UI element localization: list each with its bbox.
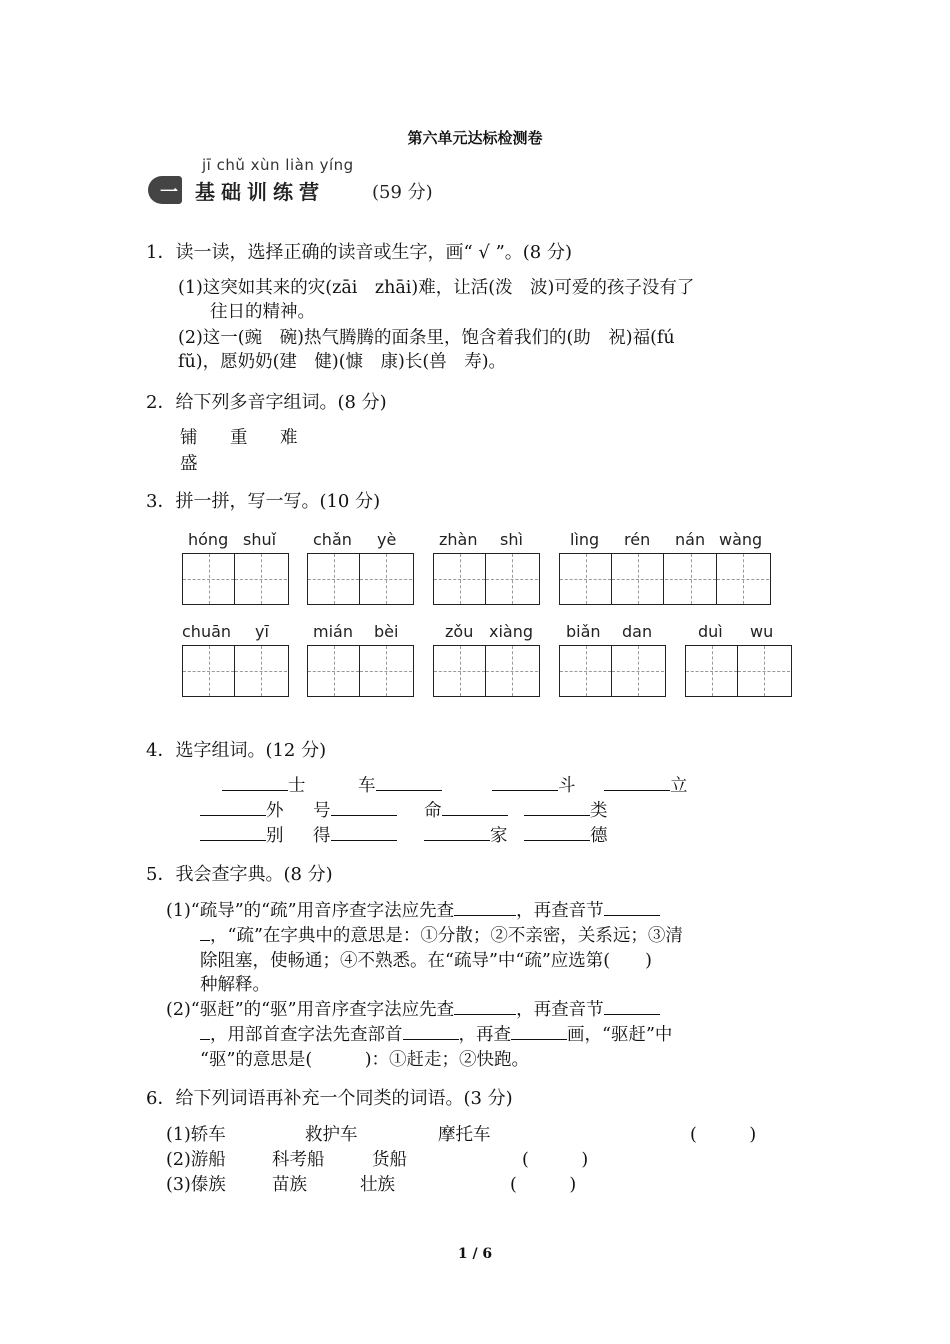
answer-blank[interactable] <box>454 998 516 1015</box>
q6-word: (2)游船 <box>166 1150 226 1170</box>
pinyin-label: shì <box>500 530 523 549</box>
q1-line: 往日的精神。 <box>210 302 315 322</box>
q5-line: (2)“驱赶”的“驱”用音序查字法应先查 ，再查音节 <box>166 996 660 1021</box>
answer-blank[interactable] <box>424 824 490 841</box>
answer-blank[interactable] <box>331 799 397 816</box>
answer-paren[interactable]: ( ) <box>690 1125 757 1145</box>
section-title: 基础训练营 <box>195 180 325 204</box>
pinyin-label: wàng <box>719 530 763 549</box>
pinyin-label: shuǐ <box>243 530 277 549</box>
q1-stem: 1．读一读，选择正确的读音或生字，画“ √ ”。(8 分) <box>146 242 572 263</box>
writing-grid[interactable] <box>307 553 414 605</box>
section-pinyin: jī chǔ xùn liàn yíng <box>202 156 354 174</box>
q5-stem: 5．我会查字典。(8 分) <box>146 864 333 885</box>
answer-paren[interactable]: ( ) <box>510 1175 577 1195</box>
q4-item: 德 <box>524 822 608 847</box>
q4-item: 家 <box>424 822 508 847</box>
answer-blank[interactable] <box>454 899 516 916</box>
answer-blank[interactable] <box>403 1023 459 1040</box>
answer-blank[interactable] <box>200 1023 210 1040</box>
section-number: 一 <box>160 182 178 203</box>
pinyin-label: yè <box>377 530 397 549</box>
q6-stem: 6．给下列词语再补充一个同类的词语。(3 分) <box>146 1088 513 1109</box>
q1-line: fŭ)，愿奶奶(建 健)(慷 康)长(兽 寿)。 <box>178 352 507 372</box>
q6-word: 救护车 <box>305 1125 358 1145</box>
q3-stem: 3．拼一拼，写一写。(10 分) <box>146 491 381 512</box>
q6-word: (3)傣族 <box>166 1175 226 1195</box>
page-title: 第六单元达标检测卷 <box>407 129 543 147</box>
q4-item: 斗 <box>492 772 576 797</box>
q4-item: 类 <box>524 797 608 822</box>
pinyin-label: wu <box>750 622 774 641</box>
q4-item: 号 <box>313 797 397 822</box>
pinyin-label: chǎn <box>313 530 352 549</box>
answer-blank[interactable] <box>376 774 442 791</box>
pinyin-label: dan <box>622 622 653 641</box>
q4-stem: 4．选字组词。(12 分) <box>146 740 327 761</box>
q4-item: 别 <box>200 822 284 847</box>
q2-char: 铺 <box>180 428 198 448</box>
pinyin-label: xiàng <box>489 622 534 641</box>
q4-item: 外 <box>200 797 284 822</box>
q1-line: (1)这突如其来的灾(zāi zhāi)难，让活(泼 波)可爱的孩子没有了 <box>178 278 695 298</box>
q6-word: 摩托车 <box>438 1125 491 1145</box>
answer-blank[interactable] <box>331 824 397 841</box>
answer-blank[interactable] <box>222 774 288 791</box>
pinyin-label: biǎn <box>566 622 601 641</box>
answer-blank[interactable] <box>442 799 508 816</box>
answer-paren[interactable]: ( ) <box>522 1150 589 1170</box>
q4-item: 立 <box>604 772 688 797</box>
q6-word: 科考船 <box>272 1150 325 1170</box>
q2-stem: 2．给下列多音字组词。(8 分) <box>146 392 387 413</box>
answer-blank[interactable] <box>604 998 660 1015</box>
q6-word: (1)轿车 <box>166 1125 226 1145</box>
writing-grid[interactable] <box>182 553 289 605</box>
writing-grid[interactable] <box>182 645 289 697</box>
pinyin-label: mián <box>313 622 353 641</box>
writing-grid[interactable] <box>433 645 540 697</box>
q6-word: 货船 <box>372 1150 407 1170</box>
q2-char: 难 <box>280 428 298 448</box>
pinyin-label: rén <box>624 530 651 549</box>
q6-word: 苗族 <box>272 1175 307 1195</box>
writing-grid[interactable] <box>433 553 540 605</box>
q4-item: 得 <box>313 822 397 847</box>
q5-line: 种解释。 <box>200 975 270 995</box>
answer-blank[interactable] <box>200 799 266 816</box>
pinyin-label: zǒu <box>445 622 474 641</box>
q2-char: 盛 <box>180 454 198 474</box>
pinyin-label: bèi <box>374 622 399 641</box>
q1-line: (2)这一(豌 碗)热气腾腾的面条里，饱含着我们的(助 祝)福(fú <box>178 328 675 348</box>
answer-blank[interactable] <box>604 774 670 791</box>
q4-item: 士 <box>222 772 306 797</box>
section-score: (59 分) <box>372 182 433 203</box>
q6-word: 壮族 <box>360 1175 395 1195</box>
writing-grid[interactable] <box>559 553 771 605</box>
pinyin-label: duì <box>698 622 723 641</box>
answer-blank[interactable] <box>524 799 590 816</box>
pinyin-label: lìng <box>570 530 600 549</box>
q5-line: ，“疏”在字典中的意思是：①分散；②不亲密，关系远；③清 <box>200 922 683 947</box>
answer-blank[interactable] <box>604 899 660 916</box>
answer-blank[interactable] <box>492 774 558 791</box>
q5-line: 除阻塞，使畅通；④不熟悉。在“疏导”中“疏”应选第( ) <box>200 951 652 971</box>
pinyin-label: yī <box>255 622 269 641</box>
q4-item: 车 <box>358 772 442 797</box>
q5-line: “驱”的意思是( )：①赶走；②快跑。 <box>200 1050 530 1070</box>
answer-blank[interactable] <box>200 824 266 841</box>
pinyin-label: hóng <box>188 530 229 549</box>
q5-line: (1)“疏导”的“疏”用音序查字法应先查 ，再查音节 <box>166 897 660 922</box>
q4-item: 命 <box>424 797 508 822</box>
writing-grid[interactable] <box>307 645 414 697</box>
answer-blank[interactable] <box>511 1023 567 1040</box>
pinyin-label: chuān <box>182 622 232 641</box>
writing-grid[interactable] <box>559 645 666 697</box>
pinyin-label: zhàn <box>439 530 478 549</box>
q5-line: ，用部首查字法先查部首 ，再查 画，“驱赶”中 <box>200 1021 672 1046</box>
q2-char: 重 <box>230 428 248 448</box>
answer-blank[interactable] <box>200 924 210 941</box>
page-number: 1 / 6 <box>457 1246 493 1262</box>
answer-blank[interactable] <box>524 824 590 841</box>
writing-grid[interactable] <box>685 645 792 697</box>
pinyin-label: nán <box>675 530 706 549</box>
